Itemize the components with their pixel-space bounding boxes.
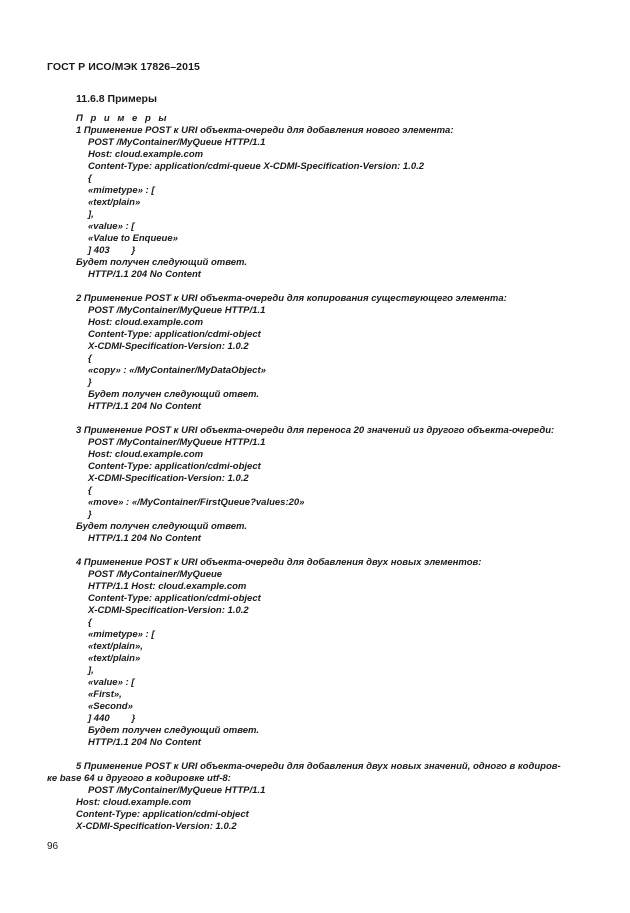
page-number: 96 xyxy=(47,841,59,852)
code-line: «text/plain» xyxy=(88,197,141,208)
code-line: POST /MyContainer/MyQueue HTTP/1.1 xyxy=(88,305,266,316)
code-line: ], xyxy=(88,209,94,220)
code-line: Content-Type: application/cdmi-queue X-CDMI-Specification-Version: 1.0.2 xyxy=(88,161,425,172)
code-line: X-CDMI-Specification-Version: 1.0.2 xyxy=(76,821,237,832)
example-1-intro: 1 Применение POST к URI объекта-очереди для добавления нового элемента: xyxy=(76,125,454,136)
code-line xyxy=(88,713,135,725)
code-line: X-CDMI-Specification-Version: 1.0.2 xyxy=(88,341,249,352)
code-line: { xyxy=(88,617,92,628)
code-line: } xyxy=(88,377,92,388)
response-status: HTTP/1.1 204 No Content xyxy=(88,269,201,280)
example-4-intro: 4 Применение POST к URI объекта-очереди для добавления двух новых элементов: xyxy=(76,557,482,568)
code-line: Content-Type: application/cdmi-object xyxy=(76,809,249,820)
code-fragment: ] 403 xyxy=(88,245,110,256)
section-title: 11.6.8 Примеры xyxy=(76,93,157,105)
code-line: HTTP/1.1 Host: cloud.example.com xyxy=(88,581,247,592)
code-line: POST /MyContainer/MyQueue xyxy=(88,569,223,580)
code-line: «First», xyxy=(88,689,122,700)
response-text: Будет получен следующий ответ. xyxy=(76,257,247,268)
code-line: Content-Type: application/cdmi-object xyxy=(88,461,261,472)
code-line: «text/plain», xyxy=(88,641,143,652)
code-line: «text/plain» xyxy=(88,653,141,664)
response-text: Будет получен следующий ответ. xyxy=(76,521,247,532)
examples-label: П р и м е р ы xyxy=(76,113,170,124)
code-line: «mimetype» : [ xyxy=(88,185,155,196)
code-line: «value» : [ xyxy=(88,677,135,688)
standard-header: ГОСТ Р ИСО/МЭК 17826–2015 xyxy=(47,61,200,73)
code-fragment: } xyxy=(131,713,136,724)
code-line: «copy» : «/MyContainer/MyDataObject» xyxy=(88,365,266,376)
code-line: POST /MyContainer/MyQueue HTTP/1.1 xyxy=(88,785,266,796)
code-line: { xyxy=(88,353,92,364)
code-line: «Value to Enqueue» xyxy=(88,233,178,244)
code-line: «value» : [ xyxy=(88,221,135,232)
response-status: HTTP/1.1 204 No Content xyxy=(88,533,201,544)
code-fragment: } xyxy=(131,245,136,256)
response-text: Будет получен следующий ответ. xyxy=(88,725,259,736)
code-line: { xyxy=(88,485,92,496)
example-3-intro: 3 Применение POST к URI объекта-очереди для переноса 20 значений из другого объекта-очереди: xyxy=(76,425,555,436)
code-fragment: ] 440 xyxy=(88,713,110,724)
code-line: ], xyxy=(88,665,94,676)
code-line: Content-Type: application/cdmi-object xyxy=(88,593,261,604)
example-5-intro-cont: ке base 64 и другого в кодировке utf-8: xyxy=(47,773,231,784)
example-5-intro: 5 Применение POST к URI объекта-очереди для добавления двух новых значений, одного в кодиров- xyxy=(76,761,561,772)
code-line: { xyxy=(88,173,92,184)
code-line: POST /MyContainer/MyQueue HTTP/1.1 xyxy=(88,137,266,148)
example-2-intro: 2 Применение POST к URI объекта-очереди для копирования существующего элемента: xyxy=(76,293,507,304)
code-line: «move» : «/MyContainer/FirstQueue?values:20» xyxy=(88,497,305,508)
code-line: X-CDMI-Specification-Version: 1.0.2 xyxy=(88,473,249,484)
response-status: HTTP/1.1 204 No Content xyxy=(88,737,201,748)
code-line: X-CDMI-Specification-Version: 1.0.2 xyxy=(88,605,249,616)
code-line: Host: cloud.example.com xyxy=(88,149,204,160)
code-line: Host: cloud.example.com xyxy=(76,797,192,808)
code-line: «Second» xyxy=(88,701,133,712)
code-line: «mimetype» : [ xyxy=(88,629,155,640)
code-line: Content-Type: application/cdmi-object xyxy=(88,329,261,340)
code-line: POST /MyContainer/MyQueue HTTP/1.1 xyxy=(88,437,266,448)
response-status: HTTP/1.1 204 No Content xyxy=(88,401,201,412)
code-line xyxy=(88,245,135,257)
code-line: Host: cloud.example.com xyxy=(88,317,204,328)
code-line: Host: cloud.example.com xyxy=(88,449,204,460)
code-line: } xyxy=(88,509,92,520)
response-text: Будет получен следующий ответ. xyxy=(88,389,259,400)
